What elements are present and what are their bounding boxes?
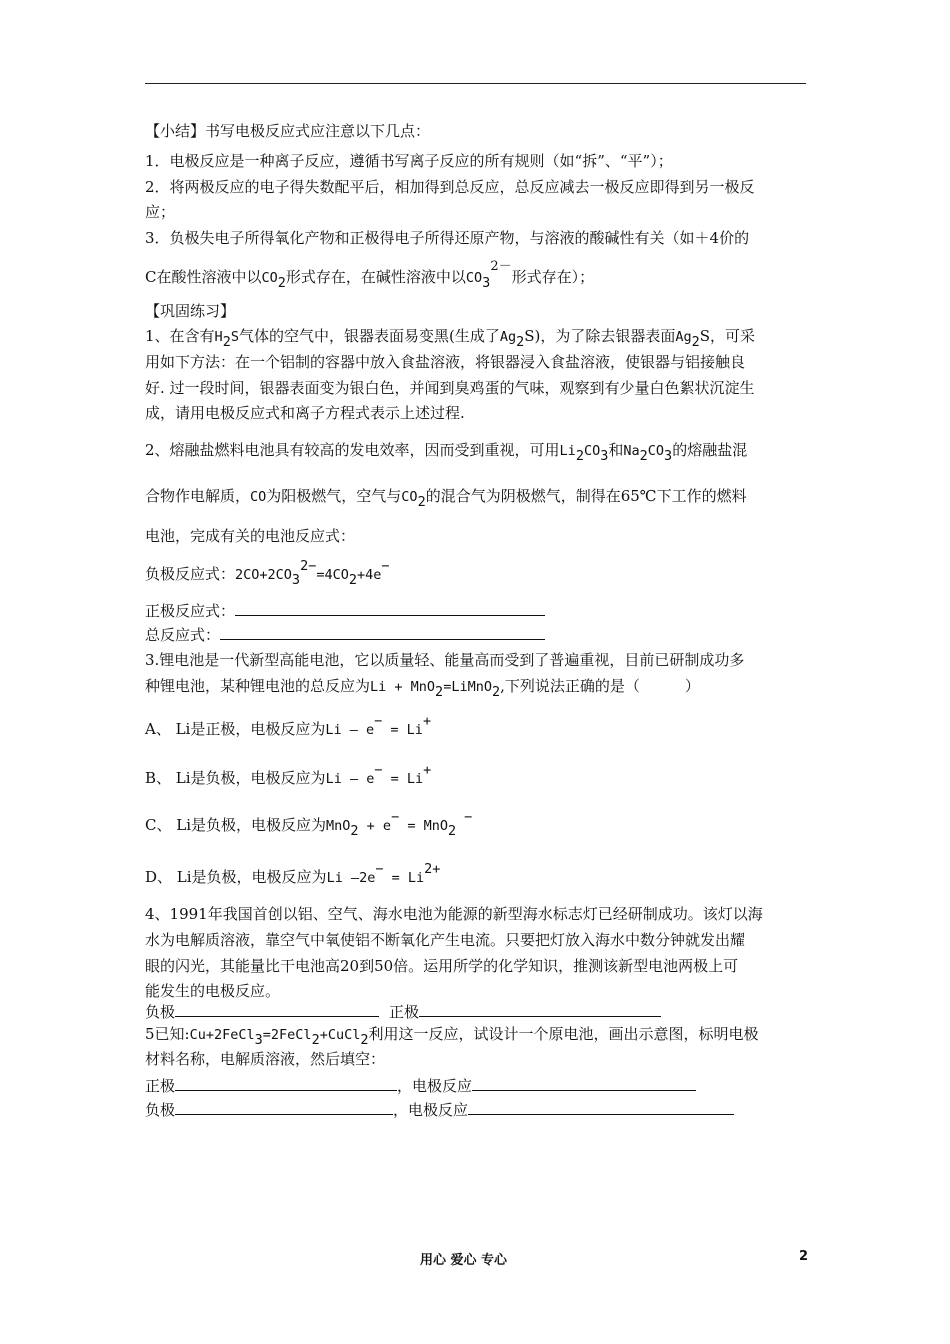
q5-negative-line: 负极 ，电极反应 — [145, 1099, 734, 1120]
q3-line-1: 3.锂电池是一代新型高能电池，它以质量轻、能量高而受到了普遍重视，目前已研制成功多 — [145, 651, 745, 669]
q4-line-2: 水为电解质溶液，靠空气中氧使铝不断氧化产生电流。只要把灯放入海水中数分钟就发出耀 — [145, 931, 746, 949]
q4-answer-line: 负极 正极 — [145, 1001, 661, 1022]
q5-line-1: 5已知:Cu+2FeCl$_3$=2FeCl$_2$+CuCl$_2$利用这一反应，试设计一个原电池，画出示意图，标明电极 — [145, 1025, 759, 1048]
q5-line-2: 材料名称，电解质溶液，然后填空： — [145, 1050, 386, 1068]
q3-option-b[interactable]: B、 Li是负极，电极反应为Li — e− = Li+ — [145, 762, 432, 787]
summary-title: 【小结】书写电极反应式应注意以下几点： — [145, 122, 431, 140]
q1-line-1: 1、在含有$H_2S$气体的空气中，银器表面易变黑(生成了$Ag_2S$)，为了除去银器表面$Ag_2S$，可采 — [145, 327, 756, 350]
summary-point-2a: 2．将两极反应的电子得失数配平后，相加得到总反应，总反应减去一极反应即得到另一极反 — [145, 178, 755, 196]
summary-point-3a: 3．负极失电子所得氧化产物和正极得电子所得还原产物，与溶液的酸碱性有关（如＋4价的 — [145, 229, 750, 247]
q5-positive-reaction-blank[interactable] — [472, 1075, 696, 1091]
q2-line-2: 合物作电解质，CO为阳极燃气，空气与$CO_2$的混合气为阴极燃气，制得在65℃下工作的燃料 — [145, 487, 747, 510]
q3-line-2: 种锂电池，某种锂电池的总反应为Li + MnO$_2$=LiMnO$_2$,下列说法正确的是（ ） — [145, 677, 700, 700]
q3-option-a[interactable]: A、 Li是正极，电极反应为Li — e− = Li+ — [145, 713, 432, 738]
page-number: 2 — [799, 1249, 809, 1264]
q4-negative-blank[interactable] — [175, 1001, 379, 1017]
q3-option-c[interactable]: C、 Li是负极，电极反应为MnO$_2$ + e− = MnO$_2$− — [145, 809, 473, 839]
q4-positive-blank[interactable] — [419, 1001, 661, 1017]
practice-title: 【巩固练习】 — [145, 302, 236, 320]
q4-line-4: 能发生的电极反应。 — [145, 982, 281, 1000]
q2-total-reaction: 总反应式： — [145, 624, 545, 645]
q3-option-d[interactable]: D、 Li是负极，电极反应为Li —2e− = $Li^{2+}$ — [145, 861, 441, 886]
q5-positive-line: 正极 ，电极反应 — [145, 1075, 696, 1096]
q4-line-3: 眼的闪光，其能量比干电池高20到50倍。运用所学的化学知识，推测该新型电池两极上可 — [145, 957, 739, 975]
summary-point-1: 1．电极反应是一种离子反应，遵循书写离子反应的所有规则（如“拆”、“平”）； — [145, 152, 673, 170]
footer-motto: 用心 爱心 专心 — [420, 1253, 508, 1268]
q5-positive-electrode-blank[interactable] — [175, 1075, 397, 1091]
q2-line-3: 电池，完成有关的电池反应式： — [145, 527, 356, 545]
q4-line-1: 4、1991年我国首创以铝、空气、海水电池为能源的新型海水标志灯已经研制成功。该灯以海 — [145, 905, 763, 923]
summary-point-2b: 应； — [145, 203, 176, 221]
q1-line-3: 好. 过一段时间，银器表面变为银白色，并闻到臭鸡蛋的气味，观察到有少量白色絮状沉淀生 — [145, 379, 755, 397]
q1-line-4: 成，请用电极反应式和离子方程式表示上述过程. — [145, 404, 465, 422]
q1-line-2: 用如下方法：在一个铝制的容器中放入食盐溶液，将银器浸入食盐溶液，使银器与铝接触良 — [145, 353, 746, 371]
total-reaction-blank[interactable] — [220, 624, 545, 640]
q2-negative-reaction: 负极反应式：$2CO+2CO_3^{2-}=4CO_2+4e^-$ — [145, 558, 390, 588]
q2-positive-reaction: 正极反应式： — [145, 600, 545, 621]
q5-negative-electrode-blank[interactable] — [175, 1099, 393, 1115]
header-rule — [145, 83, 806, 84]
positive-reaction-blank[interactable] — [235, 600, 545, 616]
q2-line-1: 2、熔融盐燃料电池具有较高的发电效率，因而受到重视，可用$Li_2CO_3$和$Na_2CO_3$的熔融盐混 — [145, 441, 748, 464]
q5-negative-reaction-blank[interactable] — [468, 1099, 734, 1115]
summary-point-3b: C在酸性溶液中以$CO_2$形式存在，在碱性溶液中以$CO_3^{2-}$形式存在）； — [145, 259, 595, 291]
